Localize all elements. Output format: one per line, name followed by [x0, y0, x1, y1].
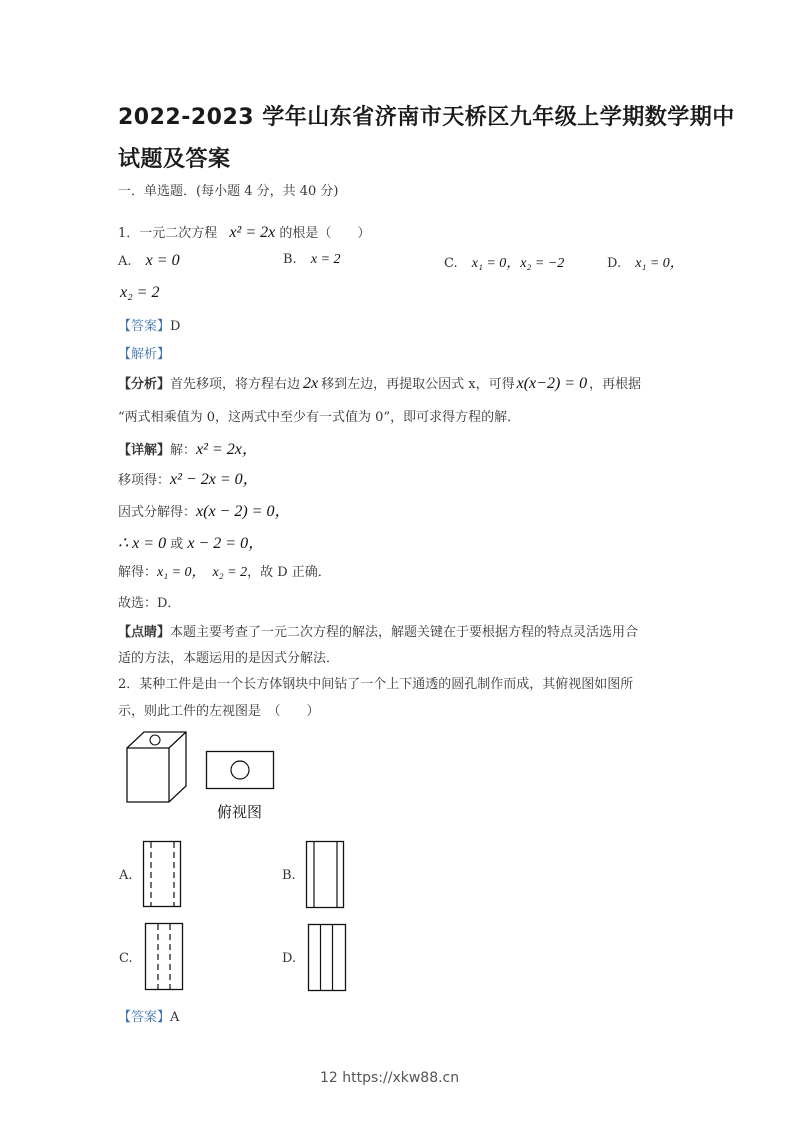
top-view-figure [206, 751, 274, 789]
option-label: A. [118, 254, 132, 269]
xiangjie-text: 解： [170, 443, 197, 458]
fenxi-text: 首先移项，将方程右边 [170, 377, 301, 392]
q1-option-a [118, 252, 180, 270]
dianjing-text: 本题主要考查了一元二次方程的解法，解题关键在于要根据方程的特点灵活选用合 [170, 625, 639, 640]
fenxi-math: 2x [303, 375, 319, 392]
q1-stem-suffix: 的根是（ ） [279, 226, 371, 241]
answer-value: A [170, 1010, 180, 1025]
q1-step3 [118, 530, 264, 553]
q1-choose: 故选：D． [118, 596, 181, 611]
cuboid-figure [126, 731, 188, 803]
answer-tag: 【答案】 [118, 1010, 171, 1025]
fenxi-text: 移到左边，再提取公因式 x，可得 [321, 377, 515, 392]
document-title-line2: 试题及答案 [118, 147, 231, 172]
q2-option-c-figure [145, 923, 183, 990]
step-math: x² − 2x = 0， [170, 471, 259, 488]
answer-value: D [170, 319, 181, 334]
option-text: x₁ = 0， [635, 256, 684, 271]
fenxi-math: x(x−2) = 0 [516, 375, 588, 392]
option-text: x = 0 [145, 252, 180, 269]
step-math: ∴ x = 0 [118, 535, 167, 552]
dianjing-tag: 【点睛】 [118, 625, 171, 640]
step-label: 解得： [118, 565, 158, 580]
option-label: B. [283, 252, 297, 267]
step-math: x(x − 2) = 0， [196, 503, 291, 520]
step-label: 因式分解得： [118, 505, 197, 520]
answer-tag: 【答案】 [118, 319, 171, 334]
q2-option-d-figure [308, 924, 346, 991]
xiangjie-math: x² = 2x， [196, 441, 258, 458]
q2-stem-line1: 2．某种工件是由一个长方体钢块中间钻了一个上下通透的圆孔制作而成，其俯视图如图所 [118, 677, 634, 692]
option-text: x₁ = 0，x₂ = −2 [471, 256, 565, 271]
q1-step1 [118, 466, 259, 489]
fenxi-text: ，再根据 [589, 377, 642, 392]
step-math: x₁ = 0， x₂ = 2 [157, 565, 248, 580]
q1-step2 [118, 498, 290, 521]
q2-option-a-figure [143, 841, 181, 907]
q1-dianjing-line2: 适的方法，本题运用的是因式分解法． [118, 651, 340, 666]
q1-dianjing-line1 [118, 621, 638, 640]
q2-option-b-label: B. [282, 868, 296, 883]
step-text: 或 [170, 537, 184, 552]
q2-option-a-label: A. [119, 868, 133, 883]
q2-option-c-label: C. [119, 951, 133, 966]
option-label: C. [444, 256, 458, 271]
q2-answer [118, 1006, 179, 1025]
q2-option-b-figure [306, 841, 344, 908]
analysis-tag: 【解析】 [118, 347, 171, 362]
q1-stem-equation: x² = 2x [229, 224, 276, 241]
xiangjie-tag: 【详解】 [118, 443, 171, 458]
page-footer: 12 https://xkw88.cn [320, 1070, 460, 1086]
q1-fenxi-line2: “两式相乘值为 0，这两式中至少有一式值为 0”，即可求得方程的解． [118, 410, 521, 425]
q2-stem-line2: 示，则此工件的左视图是 （ ） [118, 704, 320, 719]
step-text: ，故 D 正确． [247, 565, 331, 580]
q1-fenxi-line1 [118, 373, 641, 393]
q1-option-d-continuation: x₂ = 2 [120, 284, 160, 301]
q1-xiangjie [118, 436, 258, 459]
q1-stem-prefix: 1．一元二次方程 [118, 226, 218, 241]
q1-option-d [607, 252, 684, 272]
q1-answer [118, 315, 180, 334]
option-text: x = 2 [310, 252, 341, 267]
q1-option-b [283, 252, 341, 268]
q2-option-d-label: D. [282, 951, 297, 966]
fenxi-tag: 【分析】 [118, 377, 171, 392]
q1-stem [118, 222, 370, 242]
q1-option-c [444, 252, 564, 272]
document-title-line1: 2022-2023 学年山东省济南市天桥区九年级上学期数学期中 [118, 105, 735, 130]
section-header: 一．单选题．(每小题 4 分，共 40 分) [118, 184, 339, 199]
q1-step4 [118, 561, 331, 581]
step-label: 移项得： [118, 473, 171, 488]
step-math: x − 2 = 0， [187, 535, 265, 552]
top-view-caption: 俯视图 [217, 803, 263, 821]
option-label: D. [607, 256, 622, 271]
